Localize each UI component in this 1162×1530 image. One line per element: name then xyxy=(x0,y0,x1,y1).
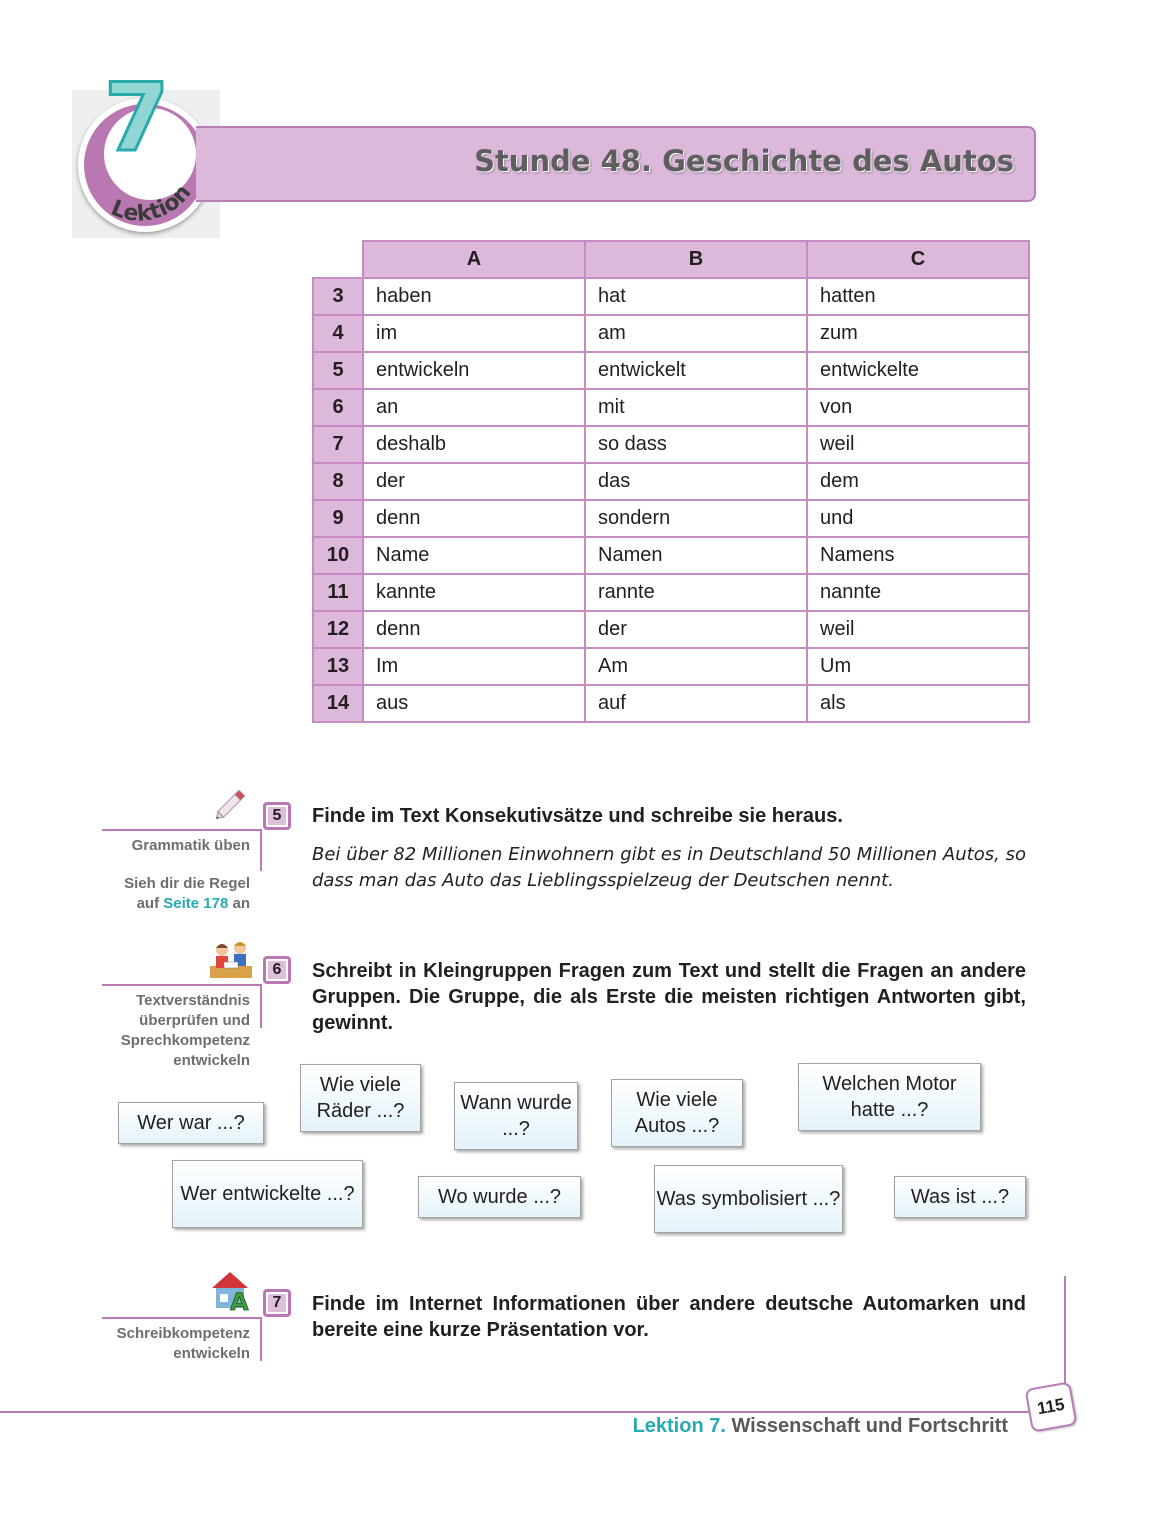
row-number: 9 xyxy=(313,500,363,537)
option-c-cell: hatten xyxy=(807,278,1029,315)
option-c-cell: Um xyxy=(807,648,1029,685)
page-number: 115 xyxy=(1025,1381,1078,1432)
option-a-cell: im xyxy=(363,315,585,352)
answer-table xyxy=(312,240,1030,723)
exercise-6-divider xyxy=(102,984,262,986)
exercise-5-side-note xyxy=(40,874,250,914)
question-card: Was symbolisiert ...? xyxy=(654,1165,843,1233)
table-row xyxy=(313,648,1029,685)
row-number: 3 xyxy=(313,278,363,315)
exercise-7-number: 7 xyxy=(263,1289,291,1317)
option-a-cell: deshalb xyxy=(363,426,585,463)
row-number: 11 xyxy=(313,574,363,611)
exercise-5-example: Bei über 82 Millionen Einwohnern gibt es in Deutschland 50 Millionen Autos, so dass man das Auto das Lieblingsspielzeug der Deutschen nennt. xyxy=(312,844,1026,891)
question-card: Was ist ...? xyxy=(894,1176,1026,1218)
page-title: Stunde 48. Geschichte des Autos xyxy=(474,144,1014,178)
option-c-cell: nannte xyxy=(807,574,1029,611)
option-c-cell: zum xyxy=(807,315,1029,352)
row-number: 5 xyxy=(313,352,363,389)
row-number: 7 xyxy=(313,426,363,463)
exercise-7-task: Finde im Internet Informationen über andere deutsche Automarken und bereite eine kurze Präsentation vor. xyxy=(312,1293,1026,1341)
exercise-7-side-label xyxy=(40,1324,250,1364)
house-letter-icon xyxy=(208,1268,254,1312)
side-label-line: Textverständnis xyxy=(136,992,250,1009)
side-label-line: überprüfen und xyxy=(139,1012,250,1029)
option-c-cell: entwickelte xyxy=(807,352,1029,389)
side-label-line: entwickeln xyxy=(173,1345,250,1362)
lesson-number: 7 xyxy=(104,64,170,173)
footer-vertical-rule xyxy=(1064,1276,1066,1388)
side-note-auf: auf xyxy=(136,895,160,912)
svg-text:A: A xyxy=(230,1288,249,1312)
row-number: 13 xyxy=(313,648,363,685)
question-card: Wann wurde ...? xyxy=(454,1082,578,1150)
table-row xyxy=(313,611,1029,648)
table-row xyxy=(313,426,1029,463)
exercise-5-divider xyxy=(102,829,262,831)
exercise-5-side-label: Grammatik üben xyxy=(131,837,250,854)
option-b-cell: das xyxy=(585,463,807,500)
exercise-7-side-rule xyxy=(260,1317,262,1361)
option-b-cell: Am xyxy=(585,648,807,685)
option-b-cell: rannte xyxy=(585,574,807,611)
option-a-cell: denn xyxy=(363,611,585,648)
table-row xyxy=(313,278,1029,315)
exercise-6-task: Schreibt in Kleingruppen Fragen zum Text und stellt die Fragen an andere Gruppen. Die Gruppe, die als Erste die meisten richtigen Antworten gibt, gewinnt. xyxy=(312,960,1026,1034)
question-card: Wie viele Räder ...? xyxy=(300,1064,421,1132)
side-note-prefix: Sieh dir die Regel xyxy=(124,875,250,892)
footer-rule xyxy=(0,1411,1030,1413)
option-b-cell: der xyxy=(585,611,807,648)
option-a-cell: denn xyxy=(363,500,585,537)
side-label-line: entwickeln xyxy=(173,1052,250,1069)
row-number: 6 xyxy=(313,389,363,426)
footer-topic: Wissenschaft und Fortschritt xyxy=(731,1415,1008,1437)
option-b-cell: hat xyxy=(585,278,807,315)
table-corner xyxy=(313,241,363,278)
table-header-row xyxy=(313,241,1029,278)
exercise-6-number: 6 xyxy=(263,956,291,984)
table-row xyxy=(313,685,1029,722)
table-row xyxy=(313,389,1029,426)
exercise-6-side-label xyxy=(40,991,250,1071)
option-a-cell: aus xyxy=(363,685,585,722)
footer-caption xyxy=(633,1415,1008,1438)
column-header-c: C xyxy=(807,241,1029,278)
option-a-cell: an xyxy=(363,389,585,426)
option-c-cell: weil xyxy=(807,426,1029,463)
table-row xyxy=(313,537,1029,574)
option-b-cell: so dass xyxy=(585,426,807,463)
row-number: 14 xyxy=(313,685,363,722)
exercise-5-side-rule xyxy=(260,829,262,871)
row-number: 12 xyxy=(313,611,363,648)
footer-lesson: Lektion 7. xyxy=(632,1415,726,1437)
option-c-cell: und xyxy=(807,500,1029,537)
lesson-word: Lektion xyxy=(107,180,197,227)
exercise-5-task: Finde im Text Konsekutivsätze und schreibe sie heraus. xyxy=(312,805,843,827)
title-bar xyxy=(196,126,1036,202)
row-number: 4 xyxy=(313,315,363,352)
column-header-a: A xyxy=(363,241,585,278)
option-b-cell: Namen xyxy=(585,537,807,574)
pencil-icon xyxy=(210,782,254,824)
question-card: Wie viele Autos ...? xyxy=(611,1079,743,1147)
option-b-cell: mit xyxy=(585,389,807,426)
option-a-cell: Im xyxy=(363,648,585,685)
row-number: 10 xyxy=(313,537,363,574)
question-card: Welchen Motor hatte ...? xyxy=(798,1063,981,1131)
side-label-line: Schreibkompetenz xyxy=(116,1325,250,1342)
exercise-7-divider xyxy=(102,1317,262,1319)
option-a-cell: haben xyxy=(363,278,585,315)
option-b-cell: am xyxy=(585,315,807,352)
side-note-page-link[interactable]: Seite 178 xyxy=(163,895,229,912)
exercise-6-side-rule xyxy=(260,984,262,1028)
row-number: 8 xyxy=(313,463,363,500)
side-label-line: Sprechkompetenz xyxy=(120,1032,250,1049)
group-work-icon xyxy=(208,938,254,980)
table-row xyxy=(313,574,1029,611)
option-a-cell: der xyxy=(363,463,585,500)
table-row xyxy=(313,315,1029,352)
table-row xyxy=(313,500,1029,537)
svg-text:Lektion xyxy=(107,180,196,227)
question-card: Wo wurde ...? xyxy=(418,1176,581,1218)
option-a-cell: entwickeln xyxy=(363,352,585,389)
side-note-suffix: an xyxy=(232,895,250,912)
option-c-cell: von xyxy=(807,389,1029,426)
table-row xyxy=(313,463,1029,500)
table-row xyxy=(313,352,1029,389)
question-card: Wer war ...? xyxy=(118,1102,264,1144)
option-a-cell: kannte xyxy=(363,574,585,611)
exercise-5-number: 5 xyxy=(263,802,291,830)
option-b-cell: entwickelt xyxy=(585,352,807,389)
question-card: Wer entwickelte ...? xyxy=(172,1160,363,1228)
option-b-cell: sondern xyxy=(585,500,807,537)
option-a-cell: Name xyxy=(363,537,585,574)
option-c-cell: Namens xyxy=(807,537,1029,574)
option-c-cell: als xyxy=(807,685,1029,722)
option-c-cell: dem xyxy=(807,463,1029,500)
column-header-b: B xyxy=(585,241,807,278)
option-b-cell: auf xyxy=(585,685,807,722)
option-c-cell: weil xyxy=(807,611,1029,648)
